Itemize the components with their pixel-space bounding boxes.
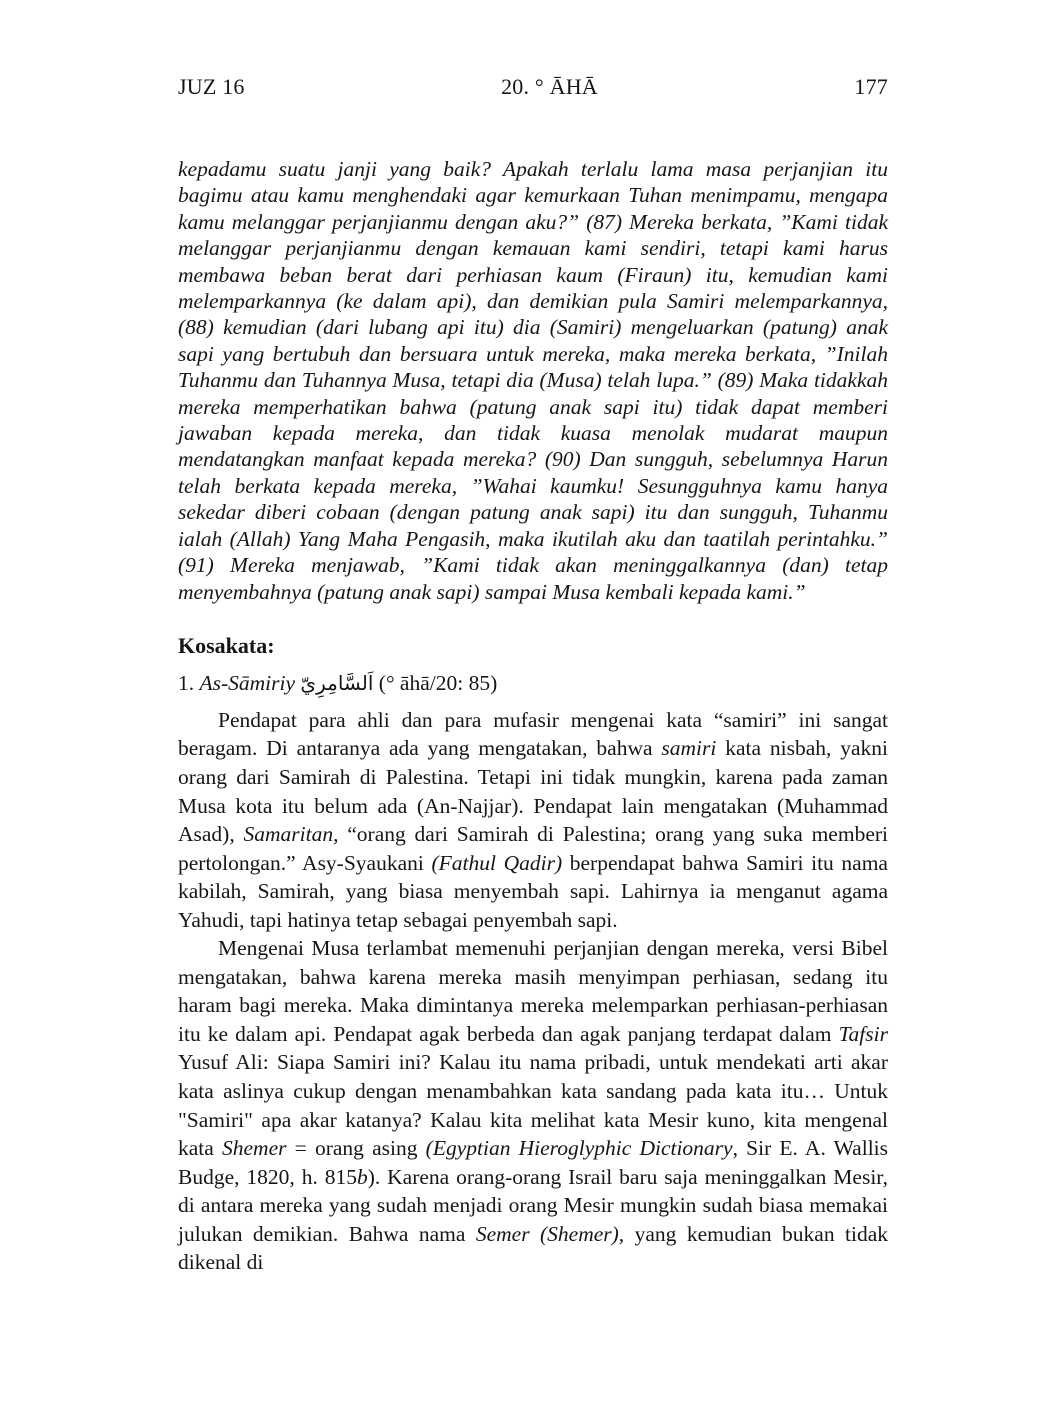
commentary-paragraph-1: Pendapat para ahli dan para mufasir mengenai kata “samiri” ini sangat beragam. Di antaranya ada yang mengatakan, bahwa samiri kata nisbah, yakni orang dari Samirah di Palestina. Tetapi ini tidak mungkin, karena pada zaman Musa kota itu belum ada (An-Najjar). Pendapat lain mengatakan (Muhammad Asad), Samaritan, “orang dari Samirah di Palestina; orang yang suka memberi pertolongan.” Asy-Syaukani (Fathul Qadir) berpendapat bahwa Samiri itu nama kabilah, Samirah, yang biasa menyembah sapi. Lahirnya ia menganut agama Yahudi, tapi hatinya tetap sebagai penyembah sapi. [178, 707, 888, 932]
kosakata-entry-1: 1. As-Sāmiriy اَلسَّامِرِيّ (° āhā/20: 85) [178, 670, 498, 695]
surah-title: 20. ° ĀHĀ [501, 74, 598, 99]
page-header [178, 74, 888, 100]
juz-label: JUZ 16 [178, 74, 245, 99]
page-content [178, 156, 888, 1277]
commentary-paragraph-2: Mengenai Musa terlambat memenuhi perjanjian dengan mereka, versi Bibel mengatakan, bahwa karena mereka masih menyimpan perhiasan, sedang itu haram bagi mereka. Maka dimintanya mereka melemparkan perhiasan-perhiasan itu ke dalam api. Pendapat agak berbeda dan agak panjang terdapat dalam Tafsir Yusuf Ali: Siapa Samiri ini? Kalau itu nama pribadi, untuk mendekati arti akar kata aslinya cukup dengan menambahkan kata sandang pada kata itu… Untuk "Samiri" apa akar katanya? Kalau kita melihat kata Mesir kuno, kita mengenal kata Shemer = orang asing (Egyptian Hieroglyphic Dictionary, Sir E. A. Wallis Budge, 1820, h. 815b). Karena orang-orang Israil baru saja meninggalkan Mesir, di antara mereka yang sudah menjadi orang Mesir mungkin sudah biasa memakai julukan demikian. Bahwa nama Semer (Shemer), yang kemudian bukan tidak dikenal di [178, 936, 889, 1275]
quran-translation-paragraph: kepadamu suatu janji yang baik? Apakah terlalu lama masa perjanjian itu bagimu atau kamu menghendaki agar kemurkaan Tuhan menimpamu, mengapa kamu melanggar perjanjianmu dengan aku?” (87) Mereka berkata, ”Kami tidak melanggar perjanjianmu dengan kemauan kami sendiri, tetapi kami harus membawa beban berat dari perhiasan kaum (Firaun) itu, kemudian kami melemparkannya (ke dalam api), dan demikian pula Samiri melemparkannya, (88) kemudian (dari lubang api itu) dia (Samiri) mengeluarkan (patung) anak sapi yang bertubuh dan bersuara untuk mereka, maka mereka berkata, ”Inilah Tuhanmu dan Tuhannya Musa, tetapi dia (Musa) telah lupa.” (89) Maka tidakkah mereka memperhatikan bahwa (patung anak sapi itu) tidak dapat memberi jawaban kepada mereka, dan tidak kuasa menolak mudarat maupun mendatangkan manfaat kepada mereka? (90) Dan sungguh, sebelumnya Harun telah berkata kepada mereka, ”Wahai kaumku! Sesungguhnya kamu hanya sekedar diberi cobaan (dengan patung anak sapi) itu dan sungguh, Tuhanmu ialah (Allah) Yang Maha Pengasih, maka ikutilah aku dan taatilah perintahku.” (91) Mereka menjawab, ”Kami tidak akan meninggalkannya (dan) tetap menyembahnya (patung anak sapi) sampai Musa kembali kepada kami.” [178, 157, 888, 604]
page-number: 177 [854, 74, 888, 99]
kosakata-heading: Kosakata: [178, 632, 275, 658]
